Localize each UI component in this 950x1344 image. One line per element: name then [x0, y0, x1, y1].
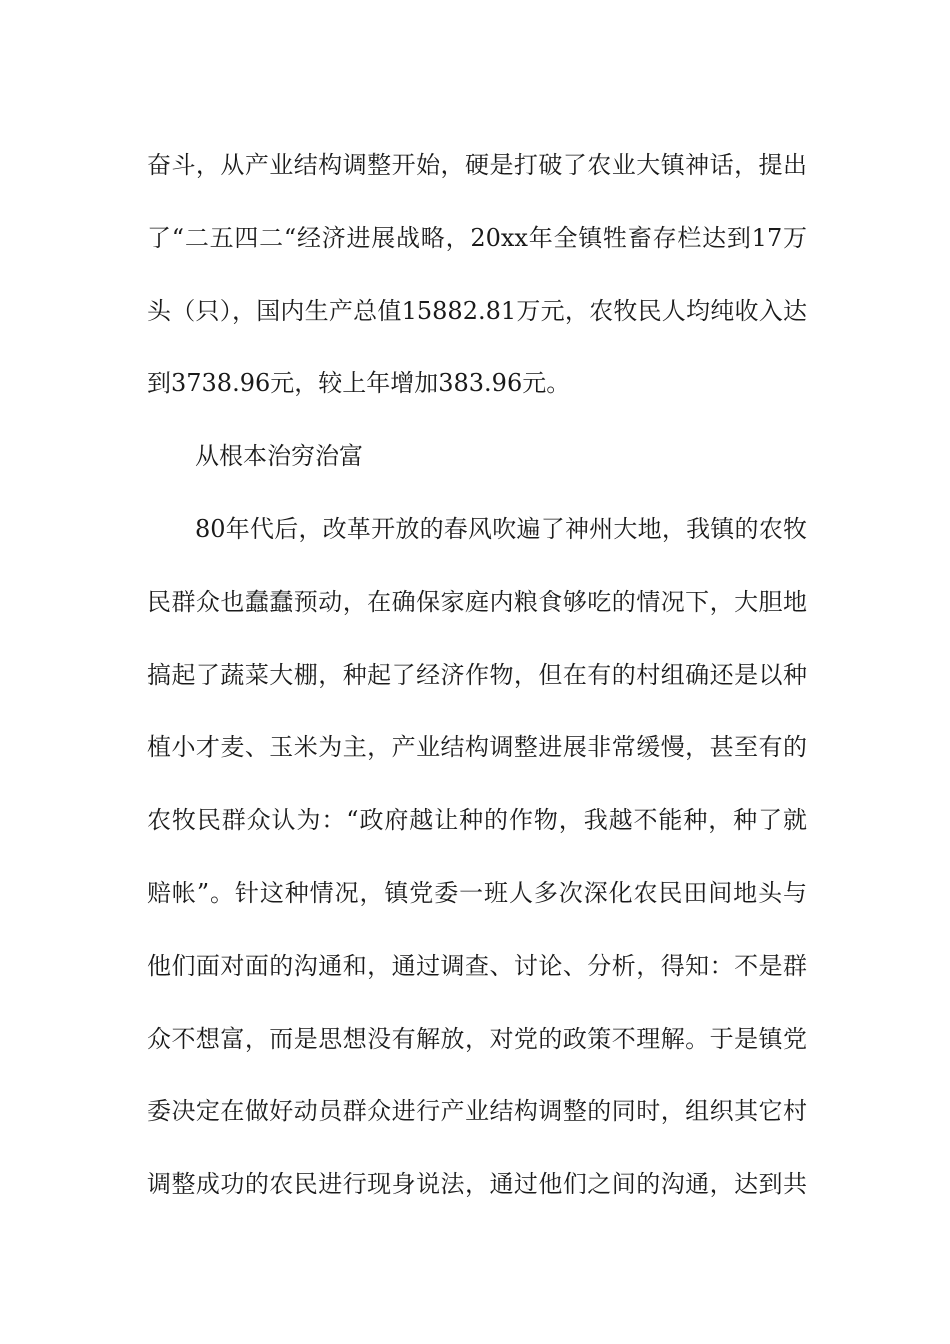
- paragraph-line: 他们面对面的沟通和，通过调查、讨论、分析，得知：不是群: [147, 951, 807, 980]
- paragraph-line: 植小才麦、玉米为主，产业结构调整进展非常缓慢，甚至有的: [147, 733, 807, 762]
- paragraph-line: 80年代后，改革开放的春风吹遍了神州大地，我镇的农牧: [195, 514, 807, 543]
- paragraph-line: 众不想富，而是思想没有解放，对党的政策不理解。于是镇党: [147, 1024, 807, 1053]
- paragraph-line: 赔帐”。针这种情况，镇党委一班人多次深化农民田间地头与: [147, 878, 807, 907]
- paragraph-line: 了“二五四二“经济进展战略，20xx年全镇牲畜存栏达到17万: [147, 223, 807, 252]
- paragraph-line: 奋斗，从产业结构调整开始，硬是打破了农业大镇神话，提出: [147, 151, 807, 179]
- document-body: [147, 129, 807, 1221]
- paragraph-line: 搞起了蔬菜大棚，种起了经济作物，但在有的村组确还是以种: [147, 660, 807, 689]
- paragraph-line: 委决定在做好动员群众进行产业结构调整的同时，组织其它村: [147, 1097, 807, 1126]
- paragraph-line: 农牧民群众认为：“政府越让种的作物，我越不能种，种了就: [147, 806, 807, 835]
- paragraph-line: 到3738.96元，较上年增加383.96元。: [147, 369, 571, 398]
- paragraph-line: 调整成功的农民进行现身说法，通过他们之间的沟通，达到共: [147, 1170, 807, 1199]
- section-heading: 从根本治穷治富: [195, 442, 363, 471]
- paragraph-line: 民群众也蠢蠢预动，在确保家庭内粮食够吃的情况下，大胆地: [147, 587, 807, 616]
- paragraph-line: 头（只），国内生产总值15882.81万元，农牧民人均纯收入达: [147, 296, 807, 325]
